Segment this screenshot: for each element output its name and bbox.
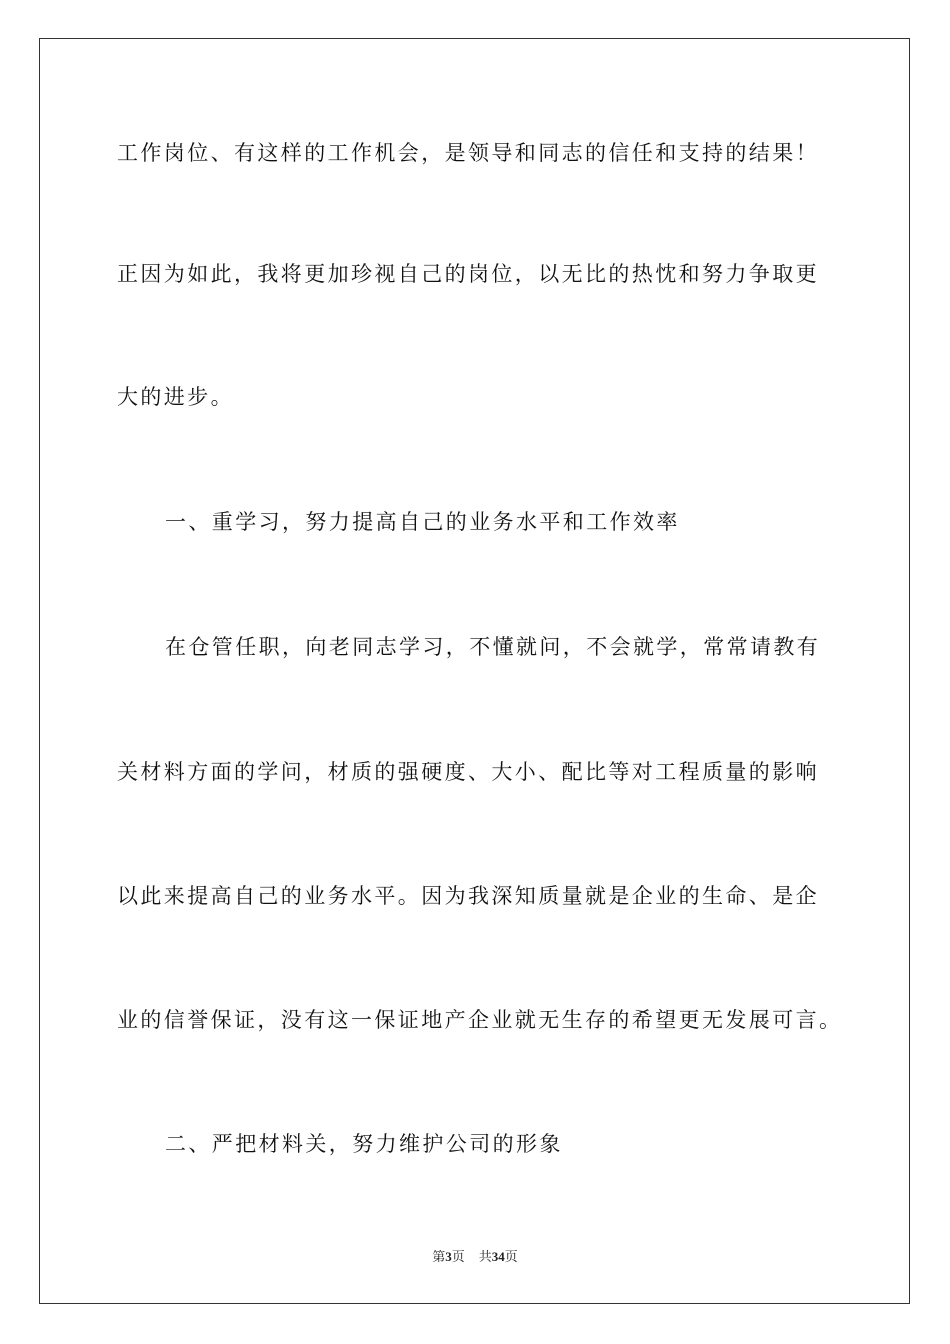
page-number: 3 [445,1249,452,1264]
page-suffix: 页 [451,1249,465,1264]
body-text-line-3: 大的进步。 [117,385,234,409]
total-suffix: 页 [504,1249,518,1264]
body-text-line-4: 在仓管任职，向老同志学习，不懂就问，不会就学，常常请教有 [165,635,821,659]
section-heading-1: 一、重学习，努力提高自己的业务水平和工作效率 [165,510,680,534]
body-text-line-7: 业的信誉保证，没有这一保证地产企业就无生存的希望更无发展可言。 [117,1008,843,1032]
total-pages: 34 [491,1249,505,1264]
body-text-line-5: 关材料方面的学问，材质的强硬度、大小、配比等对工程质量的影响 [117,760,819,784]
section-heading-2: 二、严把材料关，努力维护公司的形象 [165,1132,563,1156]
page-footer [0,1248,950,1266]
body-text-line-1: 工作岗位、有这样的工作机会，是领导和同志的信任和支持的结果！ [117,141,819,165]
page-border [39,38,910,1304]
body-text-line-2: 正因为如此，我将更加珍视自己的岗位，以无比的热忱和努力争取更 [117,262,819,286]
total-prefix: 共 [478,1249,492,1264]
page-prefix: 第 [432,1249,446,1264]
body-text-line-6: 以此来提高自己的业务水平。因为我深知质量就是企业的生命、是企 [117,884,819,908]
